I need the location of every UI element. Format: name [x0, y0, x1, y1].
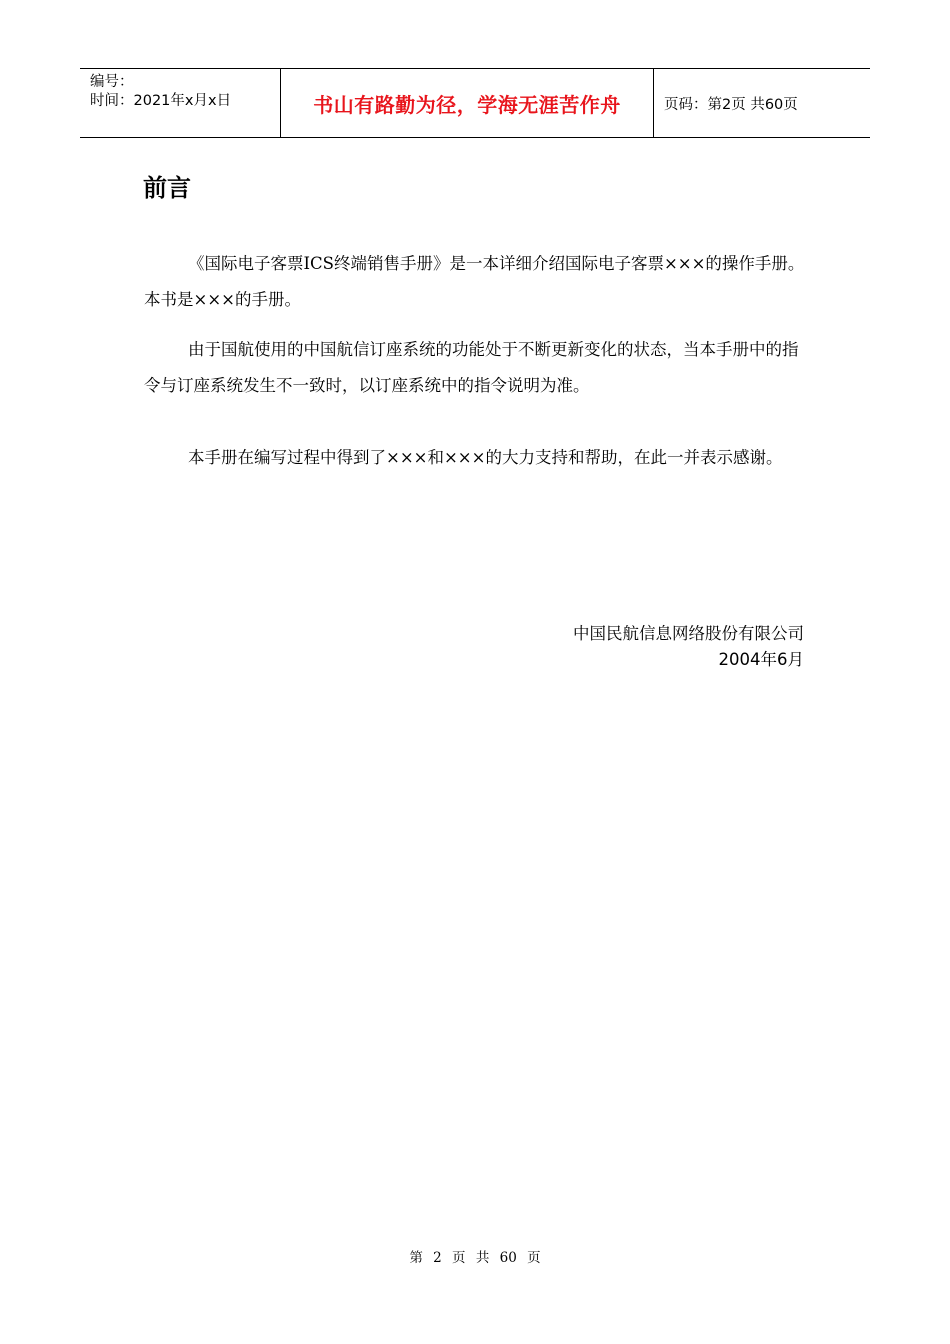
signature-date: 2004年6月: [718, 650, 804, 669]
header-motto-cell: [281, 69, 654, 137]
paragraph-thanks: 本手册在编写过程中得到了×××和×××的大力支持和帮助，在此一并表示感谢。: [188, 448, 783, 467]
signature-company: 中国民航信息网络股份有限公司: [573, 624, 804, 643]
page-footer: 第 2 页 共 60 页: [409, 1250, 541, 1266]
number-label: 编号：: [90, 74, 134, 90]
page-info-text: 页码：第2页 共60页: [664, 96, 798, 113]
paragraph-notice: 由于国航使用的中国航信订座系统的功能处于不断更新变化的状态，当本手册中的指令与订座系统发生不一致时，以订座系统中的指令说明为准。: [144, 340, 799, 395]
motto-text: 书山有路勤为径，学海无涯苦作舟: [313, 92, 621, 117]
time-label: 时间：2021年x月x日: [90, 93, 232, 109]
paragraph-intro: 《国际电子客票ICS终端销售手册》是一本详细介绍国际电子客票×××的操作手册。本书是×××的手册。: [144, 254, 805, 309]
header-page-info: [654, 69, 870, 137]
header-meta: [80, 69, 281, 137]
page-title: 前言: [143, 174, 191, 202]
page-header: [80, 68, 870, 138]
